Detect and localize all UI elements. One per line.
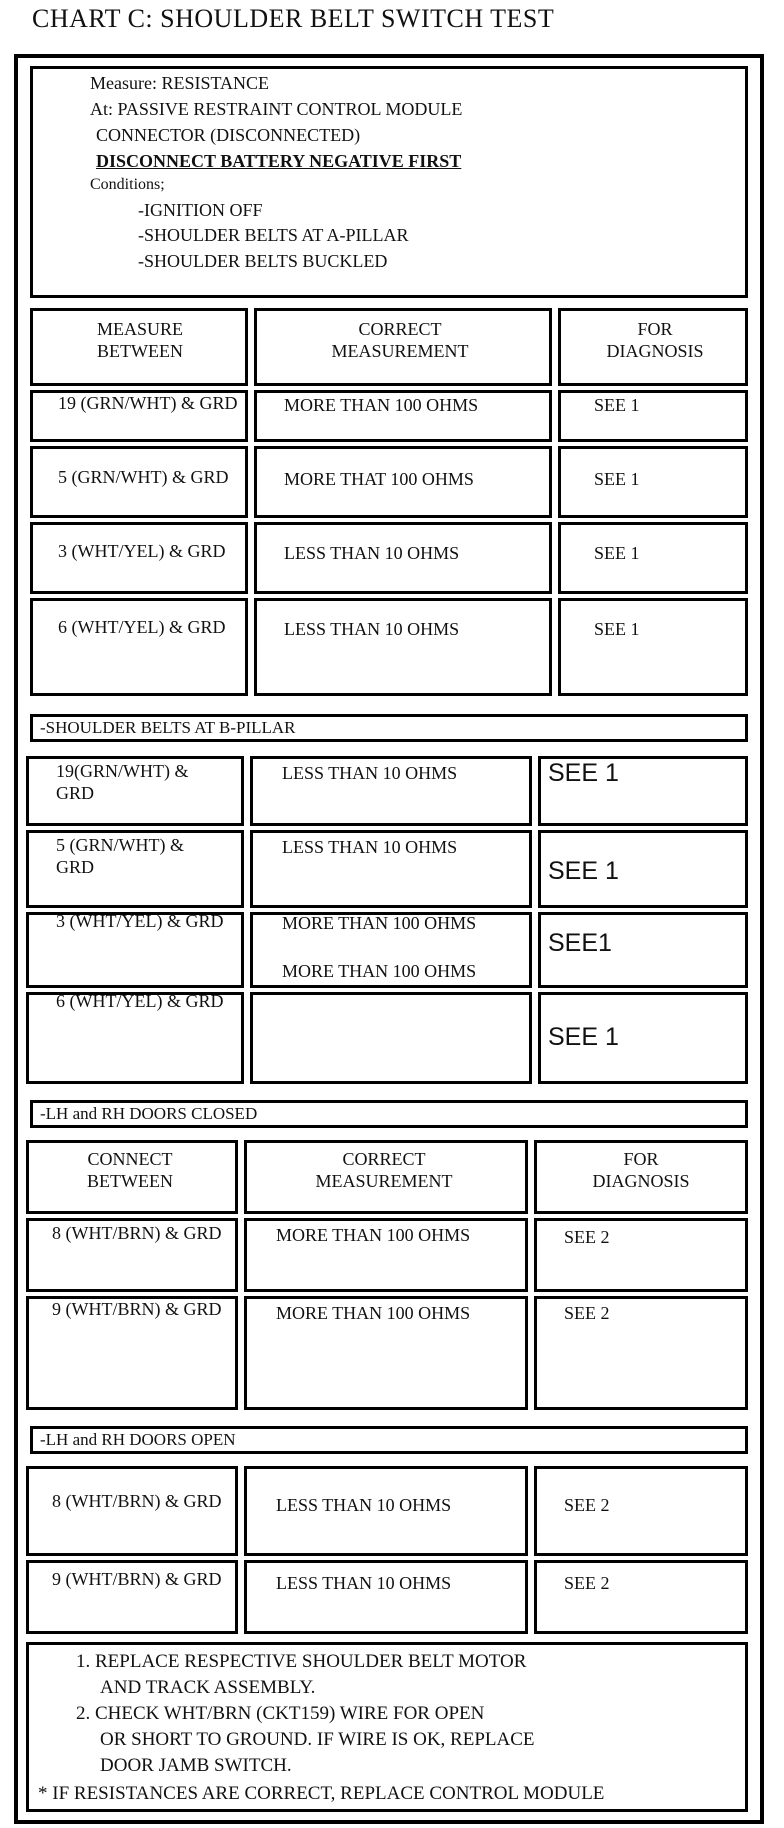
row-diagnosis: SEE 1 [548,857,619,885]
row-diagnosis: SEE 2 [564,1495,610,1515]
condition-item: -IGNITION OFF [138,200,263,220]
row-diagnosis: SEE 2 [564,1303,610,1323]
section-b-pillar-label: -SHOULDER BELTS AT B-PILLAR [40,718,296,737]
battery-warning: DISCONNECT BATTERY NEGATIVE FIRST [96,151,462,171]
row-measurement: MORE THAN 100 OHMS [276,1303,471,1323]
note-2-line-3: DOOR JAMB SWITCH. [100,1755,292,1776]
condition-item: -SHOULDER BELTS AT A-PILLAR [138,225,409,245]
row-diagnosis: SEE 1 [594,395,640,415]
col-header-correct-measurement: CORRECT MEASUREMENT [331,319,469,361]
row-between: 6 (WHT/YEL) & GRD [56,991,224,1011]
at-text: At: PASSIVE RESTRAINT CONTROL MODULE [90,99,463,119]
row-between: 19(GRN/WHT) & GRD [56,761,189,803]
row-between: 6 (WHT/YEL) & GRD [58,617,226,637]
table-cell [558,446,748,518]
row-measurement: LESS THAN 10 OHMS [284,619,460,639]
table-cell [30,598,248,696]
row-measurement: MORE THAN 100 OHMS [284,395,479,415]
row-between: 8 (WHT/BRN) & GRD [52,1491,222,1511]
connector-text: CONNECTOR (DISCONNECTED) [96,125,361,145]
row-measurement-2: MORE THAN 100 OHMS [282,961,477,981]
note-2-line-1: 2. CHECK WHT/BRN (CKT159) WIRE FOR OPEN [76,1703,485,1724]
note-1-line-2: AND TRACK ASSEMBLY. [100,1677,316,1698]
row-diagnosis: SEE 1 [594,469,640,489]
row-measurement: MORE THAT 100 OHMS [284,469,474,489]
condition-item: -SHOULDER BELTS BUCKLED [138,251,388,271]
row-between: 9 (WHT/BRN) & GRD [52,1569,222,1589]
row-between: 3 (WHT/YEL) & GRD [56,911,224,931]
row-measurement: LESS THAN 10 OHMS [282,763,458,783]
row-between: 19 (GRN/WHT) & GRD [58,393,238,413]
row-measurement: LESS THAN 10 OHMS [276,1573,452,1593]
row-measurement: MORE THAN 100 OHMS [276,1225,471,1245]
row-measurement: LESS THAN 10 OHMS [276,1495,452,1515]
row-diagnosis: SEE 1 [548,1023,619,1051]
section-doors-closed-label: -LH and RH DOORS CLOSED [40,1104,258,1123]
row-between: 5 (GRN/WHT) & GRD [56,835,184,877]
row-diagnosis: SEE 1 [548,759,619,787]
col-header-for-diagnosis: FOR DIAGNOSIS [592,1149,690,1191]
row-diagnosis: SEE 1 [594,543,640,563]
note-2-line-2: OR SHORT TO GROUND. IF WIRE IS OK, REPLACE [100,1729,535,1750]
col-header-connect-between: CONNECT BETWEEN [87,1149,173,1191]
col-header-for-diagnosis: FOR DIAGNOSIS [606,319,704,361]
note-1-line-1: 1. REPLACE RESPECTIVE SHOULDER BELT MOTOR [76,1651,527,1672]
col-header-measure-between: MEASURE BETWEEN [96,319,183,361]
table-cell [254,598,552,696]
chart-title: CHART C: SHOULDER BELT SWITCH TEST [32,4,555,33]
row-between: 3 (WHT/YEL) & GRD [58,541,226,561]
row-diagnosis: SEE 2 [564,1573,610,1593]
table-cell [558,598,748,696]
row-diagnosis: SEE 2 [564,1227,610,1247]
row-measurement: LESS THAN 10 OHMS [282,837,458,857]
row-between: 8 (WHT/BRN) & GRD [52,1223,222,1243]
measure-text: Measure: RESISTANCE [90,73,270,93]
row-between: 5 (GRN/WHT) & GRD [58,467,229,487]
table-cell [558,522,748,594]
note-3: * IF RESISTANCES ARE CORRECT, REPLACE CONTROL MODULE [38,1783,605,1804]
table-cell [250,992,532,1084]
row-measurement: MORE THAN 100 OHMS [282,913,477,933]
row-measurement: LESS THAN 10 OHMS [284,543,460,563]
row-diagnosis: SEE1 [548,929,612,957]
row-between: 9 (WHT/BRN) & GRD [52,1299,222,1319]
row-diagnosis: SEE 1 [594,619,640,639]
section-doors-open-label: -LH and RH DOORS OPEN [40,1430,236,1449]
conditions-label: Conditions; [90,176,165,193]
col-header-correct-measurement: CORRECT MEASUREMENT [315,1149,453,1191]
table-cell [558,390,748,442]
